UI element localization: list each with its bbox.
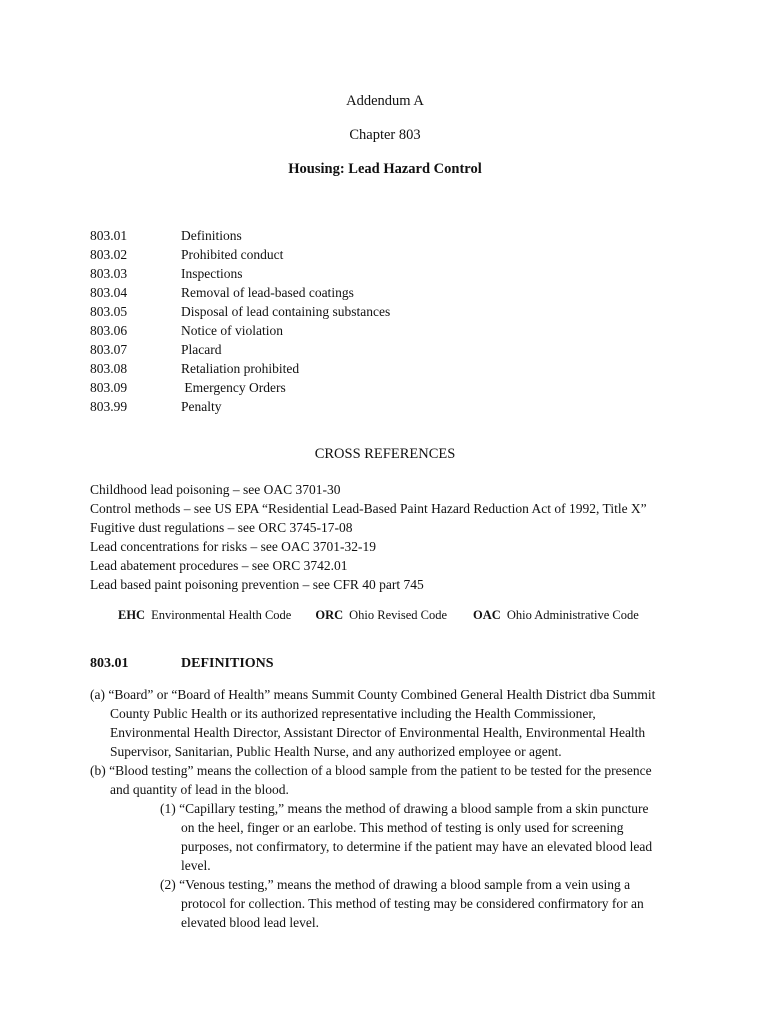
cross-reference-item: Lead abatement procedures – see ORC 3742.01 — [90, 558, 348, 573]
toc-number: 803.04 — [90, 285, 128, 300]
cross-reference-item: Childhood lead poisoning – see OAC 3701-30 — [90, 482, 341, 497]
definition-line: County Public Health or its authorized representative including the Health Commissioner, — [110, 706, 596, 721]
cross-references-list — [90, 480, 647, 594]
abbreviation-item — [473, 608, 639, 623]
cross-reference-item: Fugitive dust regulations – see ORC 3745-17-08 — [90, 520, 353, 535]
toc-row — [90, 340, 390, 359]
toc-title: Emergency Orders — [181, 380, 286, 395]
toc-title: Placard — [181, 342, 222, 357]
cross-reference-item: Lead based paint poisoning prevention – see CFR 40 part 745 — [90, 577, 424, 592]
toc-number: 803.06 — [90, 323, 128, 338]
toc-title: Disposal of lead containing substances — [181, 304, 391, 319]
toc-title: Prohibited conduct — [181, 247, 284, 262]
definition-line: purposes, not confirmatory, to determine if the patient may have an elevated blood lead — [181, 839, 653, 854]
abbreviation-code: EHC — [118, 608, 146, 622]
toc-title: Notice of violation — [181, 323, 283, 338]
cross-references-heading: CROSS REFERENCES — [314, 446, 456, 462]
toc-number: 803.05 — [90, 304, 128, 319]
cross-reference-item: Lead concentrations for risks – see OAC 3701-32-19 — [90, 539, 377, 554]
definitions-body — [90, 685, 690, 932]
toc-row — [90, 359, 390, 378]
abbreviation-item — [315, 608, 447, 623]
toc-row — [90, 378, 390, 397]
toc-row — [90, 264, 390, 283]
definition-line: on the heel, finger or an earlobe. This method of testing is only used for screening — [181, 820, 624, 835]
abbreviation-meaning: Ohio Revised Code — [349, 608, 448, 622]
toc-row — [90, 321, 390, 340]
addendum-label: Addendum A — [346, 93, 424, 109]
toc-row — [90, 226, 390, 245]
abbreviation-code: ORC — [315, 608, 344, 622]
toc-title: Removal of lead-based coatings — [181, 285, 354, 300]
definition-line: (2) “Venous testing,” means the method of drawing a blood sample from a vein using a — [160, 877, 631, 892]
definition-line: Environmental Health Director, Assistant Director of Environmental Health, Environmental Health — [110, 725, 646, 740]
toc-number: 803.03 — [90, 266, 128, 281]
toc-number: 803.02 — [90, 247, 128, 262]
definition-line: (a) “Board” or “Board of Health” means Summit County Combined General Health District dba Summit — [90, 687, 656, 702]
toc-row — [90, 397, 390, 416]
section-title: DEFINITIONS — [181, 656, 274, 671]
cross-reference-item: Control methods – see US EPA “Residential Lead-Based Paint Hazard Reduction Act of 1992, Title X” — [90, 501, 647, 516]
section-number: 803.01 — [90, 656, 129, 671]
abbreviation-code: OAC — [473, 608, 501, 622]
definition-line: (1) “Capillary testing,” means the method of drawing a blood sample from a skin puncture — [160, 801, 649, 816]
definition-line: Supervisor, Sanitarian, Public Health Nurse, and any authorized employee or agent. — [110, 744, 562, 759]
abbreviation-meaning: Ohio Administrative Code — [506, 608, 639, 622]
toc-title: Definitions — [181, 228, 242, 243]
abbreviation-item — [118, 608, 291, 623]
toc-row — [90, 283, 390, 302]
toc-number: 803.08 — [90, 361, 128, 376]
definition-line: (b) “Blood testing” means the collection of a blood sample from the patient to be tested for the presence — [90, 763, 652, 778]
abbreviation-meaning: Environmental Health Code — [151, 608, 292, 622]
abbreviation-legend — [118, 608, 639, 623]
toc-number: 803.01 — [90, 228, 128, 243]
toc-row — [90, 302, 390, 321]
toc-title: Penalty — [181, 399, 222, 414]
toc-title: Retaliation prohibited — [181, 361, 300, 376]
toc-row — [90, 245, 390, 264]
table-of-contents — [90, 226, 390, 416]
toc-number: 803.99 — [90, 399, 128, 414]
toc-number: 803.09 — [90, 380, 128, 395]
page-title: Housing: Lead Hazard Control — [288, 161, 482, 177]
definition-line: elevated blood lead level. — [181, 915, 319, 930]
chapter-label: Chapter 803 — [349, 127, 421, 143]
definition-line: and quantity of lead in the blood. — [110, 782, 289, 797]
definition-line: level. — [181, 858, 211, 873]
definition-line: protocol for collection. This method of testing may be considered confirmatory for an — [181, 896, 644, 911]
toc-title: Inspections — [181, 266, 243, 281]
section-heading — [90, 656, 274, 672]
toc-number: 803.07 — [90, 342, 128, 357]
